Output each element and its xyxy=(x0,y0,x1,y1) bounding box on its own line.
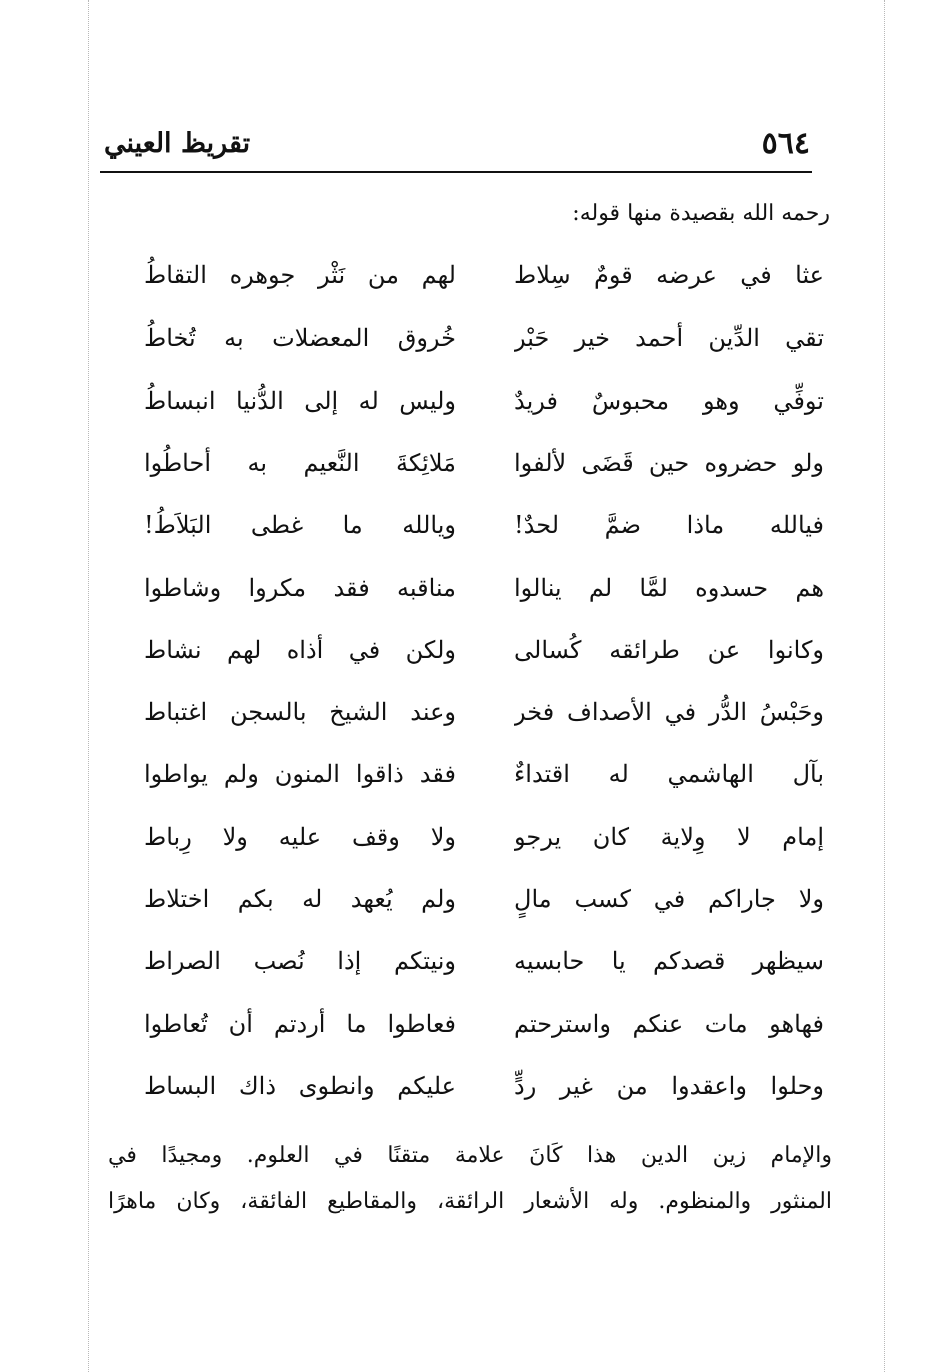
second-hemistich: وعند الشيخ بالسجن اغتباط xyxy=(144,698,456,726)
first-hemistich: عثا في عرضه قومٌ سِلاط xyxy=(514,261,824,289)
verse xyxy=(0,743,946,805)
verse xyxy=(0,244,946,306)
first-hemistich: وكانوا عن طرائقه كُسالى xyxy=(514,636,824,664)
verse xyxy=(0,494,946,556)
first-hemistich: هم حسدوه لمَّا لم ينالوا xyxy=(514,574,824,602)
verse xyxy=(0,1055,946,1117)
second-hemistich: فقد ذاقوا المنون ولم يواطوا xyxy=(144,760,456,788)
second-hemistich: خُروق المعضلات به تُخاطُ xyxy=(144,324,456,352)
second-hemistich: ونيتكم إذا نُصب الصراط xyxy=(144,947,456,975)
page-number: ٥٦٤ xyxy=(761,126,810,161)
first-hemistich: ولو حضروه حين قَضَى لألفوا xyxy=(514,449,824,477)
first-hemistich: وحَبْسُ الدُّر في الأصداف فخر xyxy=(514,698,824,726)
second-hemistich: وليس له إلى الدُّنيا انبساطُ xyxy=(144,387,456,415)
prose-line: المنثور والمنظوم. وله الأشعار الرائقة، والمقاطيع الفائقة، وكان ماهرًا xyxy=(108,1189,832,1214)
running-title: تقريظ العيني xyxy=(104,128,251,159)
first-hemistich: إمام لا وِلاية كان يرجو xyxy=(514,823,824,851)
verse xyxy=(0,681,946,743)
second-hemistich: ولا وقف عليه ولا رِباط xyxy=(144,823,456,851)
second-hemistich: ولم يُعهد له بكم اختلاط xyxy=(144,885,456,913)
verse xyxy=(0,557,946,619)
first-hemistich: بآل الهاشمي له اقتداءٌ xyxy=(514,760,824,788)
poem-intro: رحمه الله بقصيدة منها قوله: xyxy=(572,201,830,226)
first-hemistich: وحلوا واعقدوا من غير ردٍّ xyxy=(514,1072,824,1100)
first-hemistich: فيالله ماذا ضمَّ لحدٌ! xyxy=(514,511,824,539)
verse xyxy=(0,370,946,432)
verse xyxy=(0,868,946,930)
second-hemistich: مَلائِكةَ النَّعيم به أحاطُوا xyxy=(144,449,456,477)
verse xyxy=(0,806,946,868)
second-hemistich: مناقبه فقد مكروا وشاطوا xyxy=(144,574,456,602)
verse xyxy=(0,307,946,369)
header-rule xyxy=(100,171,812,173)
second-hemistich: ويالله ما غطى البَلاَطُ! xyxy=(144,511,456,539)
second-hemistich: عليكم وانطوى ذاك البساط xyxy=(144,1072,456,1100)
page-header xyxy=(100,124,812,164)
second-hemistich: لهم من نَثْر جوهره التقاطُ xyxy=(144,261,456,289)
first-hemistich: سيظهر قصدكم يا حابسيه xyxy=(514,947,824,975)
second-hemistich: فعاطوا ما أردتم أن تُعاطوا xyxy=(144,1010,456,1038)
prose-paragraph xyxy=(108,1133,832,1225)
first-hemistich: فهاهو مات عنكم واسترحتم xyxy=(514,1010,824,1038)
verse xyxy=(0,930,946,992)
prose-line: والإمام زين الدين هذا كَانَ علامة متقنًا في العلوم. ومجيدًا في xyxy=(108,1143,832,1168)
first-hemistich: ولا جاراكم في كسب مالٍ xyxy=(514,885,824,913)
first-hemistich: تقي الدِّين أحمد خير حَبْر xyxy=(514,324,824,352)
first-hemistich: توفِّي وهو محبوسٌ فريدٌ xyxy=(514,387,824,415)
verse xyxy=(0,432,946,494)
second-hemistich: ولكن في أذاه لهم نشاط xyxy=(144,636,456,664)
verse xyxy=(0,619,946,681)
verse xyxy=(0,993,946,1055)
